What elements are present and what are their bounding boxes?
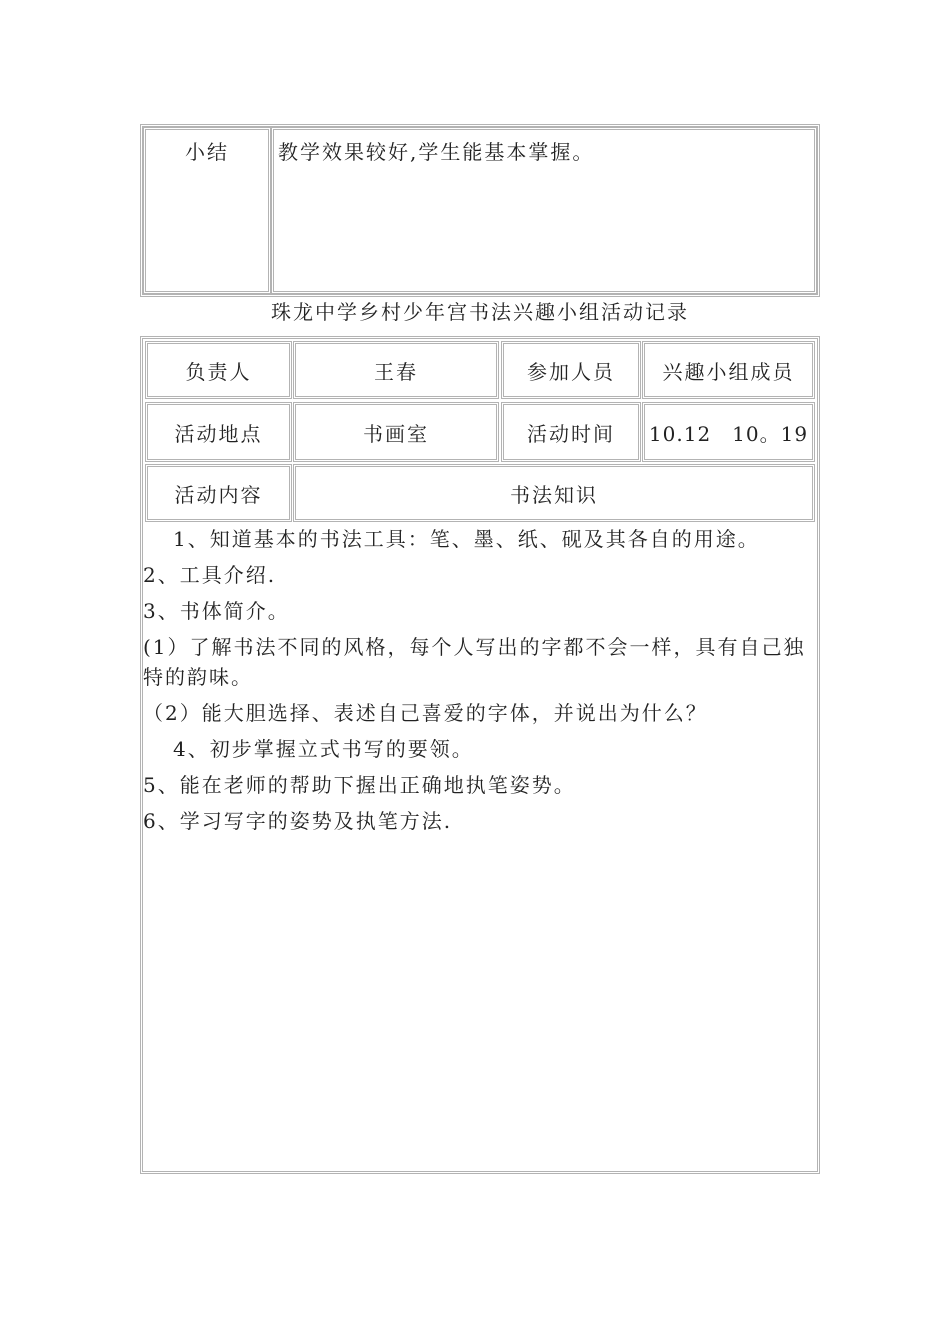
content-line: 3、书体简介。 — [143, 599, 290, 623]
content-line: 4、初步掌握立式书写的要领。 — [173, 737, 474, 761]
summary-text: 教学效果较好,学生能基本掌握。 — [271, 127, 817, 294]
record-title: 珠龙中学乡村少年宫书法兴趣小组活动记录 — [271, 300, 689, 324]
content-line: （2）能大胆选择、表述自己喜爱的字体，并说出为什么？ — [143, 701, 708, 725]
responsible-value: 王春 — [293, 341, 499, 399]
content-line: 2、工具介绍. — [143, 563, 277, 587]
content-line: 1、知道基本的书法工具：笔、墨、纸、砚及其各自的用途。 — [173, 527, 760, 551]
location-value: 书画室 — [293, 402, 499, 462]
content-line: (1）了解书法不同的风格，每个人写出的字都不会一样，具有自己独特的韵味。 — [143, 635, 806, 689]
content-line: 6、学习写字的姿势及执笔方法. — [143, 809, 453, 833]
responsible-label: 负责人 — [145, 341, 292, 399]
participants-value: 兴趣小组成员 — [642, 341, 815, 399]
participants-label: 参加人员 — [501, 341, 641, 399]
location-label: 活动地点 — [145, 402, 292, 462]
content-label: 活动内容 — [145, 464, 292, 522]
activity-content — [143, 524, 815, 842]
summary-label: 小结 — [143, 127, 271, 294]
time-label: 活动时间 — [501, 402, 641, 462]
time-value: 10.12 10。19 — [642, 402, 815, 462]
content-line: 5、能在老师的帮助下握出正确地执笔姿势。 — [143, 773, 576, 797]
content-value: 书法知识 — [293, 464, 815, 522]
